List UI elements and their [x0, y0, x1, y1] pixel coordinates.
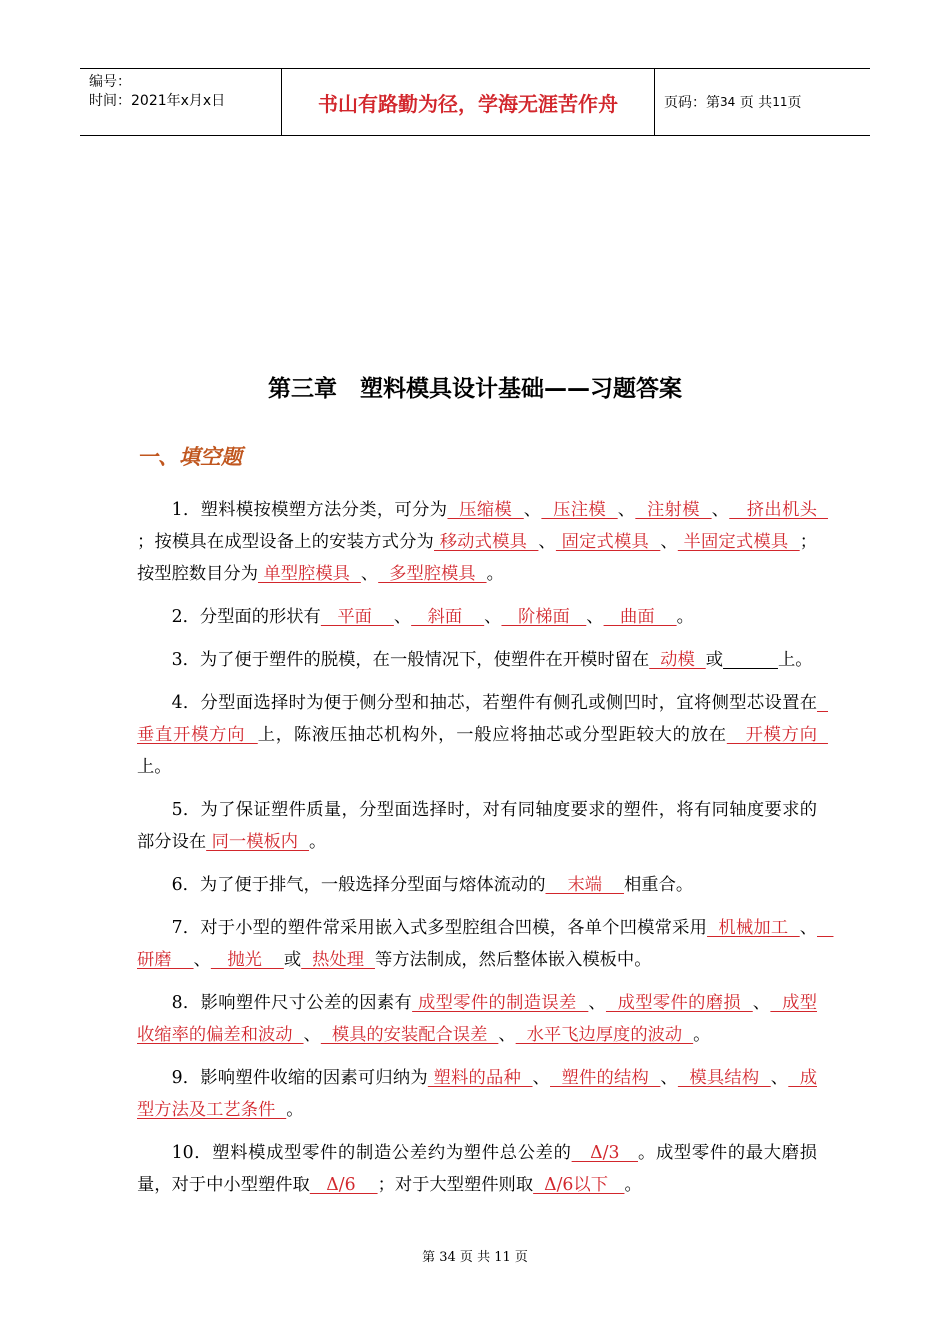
q4-answer: 开模方向	[726, 725, 828, 745]
q7-text: 7．对于小型的塑件常采用嵌入式多型腔组合凹模，各单个凹模常采用	[171, 918, 708, 938]
q3-text: 或	[705, 650, 724, 670]
q7-text: 、	[193, 950, 211, 970]
q9-answer: 塑料的品种	[427, 1068, 533, 1088]
q1-answer: 移动式模具	[434, 532, 539, 552]
q2-answer: 平面	[320, 607, 394, 627]
q8-answer: 成型零件的制造误差	[412, 993, 589, 1013]
q8-text: 、	[498, 1025, 516, 1045]
q3-answer: 动模	[649, 650, 706, 670]
page-prefix: 页码：第	[664, 95, 720, 111]
q8-text: 8．影响塑件尺寸公差的因素有	[171, 993, 413, 1013]
q10-text: 10．塑料模成型零件的制造公差约为塑件总公差的	[171, 1143, 572, 1163]
page-footer: 第 34 页 共 11 页	[422, 1250, 528, 1265]
q9-answer: 模具结构	[677, 1068, 771, 1088]
q8-text: 、	[588, 993, 606, 1013]
header-motto: 书山有路勤为径，学海无涯苦作舟	[282, 69, 655, 135]
q4-text: 上，陈液压抽芯机构外，一般应将抽芯或分型距较大的放在	[257, 725, 727, 745]
q7-answer: 机械加工	[707, 918, 800, 938]
chapter-title: 第三章 塑料模具设计基础——习题答案	[268, 376, 682, 402]
page-mid: 页 共	[739, 95, 773, 111]
code-label: 编号：	[89, 74, 131, 90]
q10-answer: Δ/6	[309, 1175, 378, 1195]
q8-answer: 水平飞边厚度的波动	[515, 1025, 694, 1045]
q2-text: 、	[586, 607, 604, 627]
q8-text: 。	[693, 1025, 711, 1045]
q4-answer: 垂直开模方向	[137, 693, 828, 745]
question-5	[137, 794, 817, 858]
q1-text: 、	[538, 532, 556, 552]
q6-answer: 末端	[545, 875, 625, 895]
q10-answer: Δ/6以下	[533, 1175, 625, 1195]
q8-answer: 成型收缩率的偏差和波动	[137, 993, 817, 1045]
q9-text: 、	[770, 1068, 789, 1088]
q6-text: 6．为了便于排气，一般选择分型面与熔体流动的	[171, 875, 546, 895]
q6-text: 相重合。	[624, 875, 694, 895]
page-suffix: 页	[787, 95, 802, 111]
q1-answer: 压缩模	[447, 500, 524, 520]
q10-text: 。	[624, 1175, 642, 1195]
q7-answer: 抛光	[210, 950, 284, 970]
q7-text: 等方法制成，然后整体嵌入模板中。	[374, 950, 652, 970]
q2-text: 。	[676, 607, 694, 627]
question-8	[137, 987, 817, 1051]
q1-text: 、	[523, 500, 542, 520]
q5-text: 5．为了保证塑件质量，分型面选择时，对有同轴度要求的塑件，将有同轴度要求的部分设在	[137, 800, 817, 852]
header-page-info	[655, 69, 870, 135]
q1-answer: 多型腔模具	[378, 564, 487, 584]
question-1	[137, 494, 828, 590]
q7-text: 、	[799, 918, 817, 938]
q1-text: 、	[660, 532, 678, 552]
q1-text: 1．塑料模按模塑方法分类，可分为	[171, 500, 448, 520]
question-9	[137, 1062, 817, 1126]
page-number: 34	[720, 95, 736, 109]
q1-answer: 注射模	[635, 500, 712, 520]
question-4	[137, 687, 828, 783]
q10-text: 。成型零件的最大磨损量，对于中小型塑件取	[137, 1143, 817, 1195]
q9-text: 、	[532, 1068, 551, 1088]
q2-answer: 阶梯面	[501, 607, 587, 627]
q9-answer: 塑件的结构	[550, 1068, 661, 1088]
q1-text: ；按模具在成型设备上的安装方式分为	[137, 532, 435, 552]
q8-answer: 成型零件的磨损	[605, 993, 753, 1013]
question-2	[137, 601, 817, 633]
q1-answer: 半固定式模具	[677, 532, 800, 552]
question-3	[137, 644, 817, 676]
q1-text: 、	[360, 564, 379, 584]
q2-answer: 曲面	[603, 607, 677, 627]
q2-answer: 斜面	[411, 607, 485, 627]
q5-text: 。	[309, 832, 327, 852]
header-info-cell	[80, 69, 282, 135]
q5-answer: 同一模板内	[206, 832, 310, 852]
q9-text: 。	[286, 1100, 304, 1120]
q9-answer: 成型方法及工艺条件	[137, 1068, 817, 1120]
q1-answer: 压注模	[541, 500, 618, 520]
q4-text: 4．分型面选择时为便于侧分型和抽芯，若塑件有侧孔或侧凹时，宜将侧型芯设置在	[171, 693, 817, 713]
q3-empty-blank	[723, 650, 778, 670]
q4-text: 上。	[137, 757, 172, 777]
q2-text: 、	[484, 607, 502, 627]
q10-text: ；对于大型塑件则取	[377, 1175, 534, 1195]
q9-text: 9．影响塑件收缩的因素可归纳为	[171, 1068, 428, 1088]
q3-text: 上。	[777, 650, 813, 670]
time-label: 时间：2021年x月x日	[89, 93, 226, 109]
q1-answer: 挤出机头	[729, 500, 828, 520]
q1-text: 。	[486, 564, 504, 584]
q2-text: 2．分型面的形状有	[171, 607, 321, 627]
q9-text: 、	[660, 1068, 678, 1088]
q7-answer: 热处理	[301, 950, 375, 970]
question-10	[137, 1137, 817, 1201]
q1-answer: 固定式模具	[555, 532, 661, 552]
q7-answer: 研磨	[137, 918, 834, 970]
question-7	[137, 912, 834, 976]
q8-text: 、	[752, 993, 771, 1013]
page-total: 11	[772, 95, 788, 109]
q10-answer: Δ/3	[571, 1143, 638, 1163]
q1-text: 、	[711, 500, 730, 520]
q1-text: 、	[617, 500, 636, 520]
q7-text: 或	[283, 950, 302, 970]
section-heading: 一、填空题	[137, 445, 242, 469]
q8-text: 、	[303, 1025, 321, 1045]
q1-text: ；按型腔数目分为	[137, 532, 817, 584]
question-6	[137, 869, 817, 901]
q3-text: 3．为了便于塑件的脱模，在一般情况下，使塑件在开模时留在	[171, 650, 650, 670]
header-table	[80, 68, 870, 136]
question-list	[137, 494, 834, 1212]
q8-answer: 模具的安装配合误差	[320, 1025, 499, 1045]
q1-answer: 单型腔模具	[257, 564, 361, 584]
q2-text: 、	[393, 607, 412, 627]
